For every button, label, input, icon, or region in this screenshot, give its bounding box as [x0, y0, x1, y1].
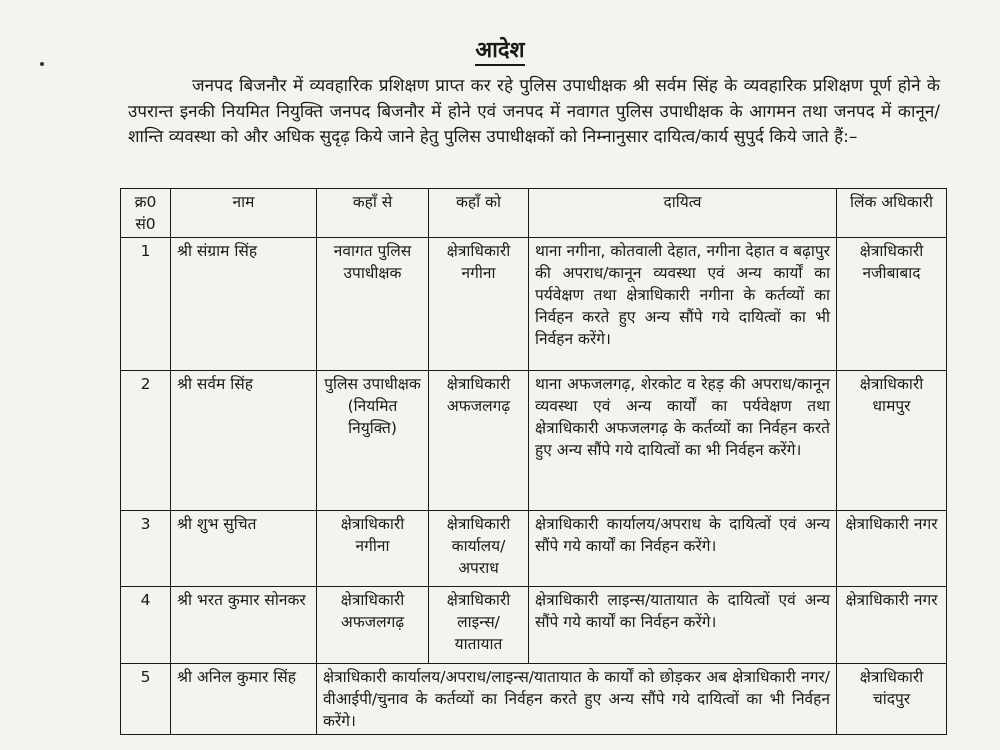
header-serial: क्र0 सं0: [121, 189, 171, 238]
cell-duty: थाना नगीना, कोतवाली देहात, नगीना देहात व बढ़ापुर की अपराध/कानून व्यवस्था एवं अन्य कार्यों का पर्यवेक्षण तथा क्षेत्राधिकारी नगीना के कर्तव्यों का निर्वहन करते हुए अन्य सौंपे गये दायित्वों का भी निर्वहन करेंगे।: [529, 238, 837, 371]
table-row: [121, 371, 947, 511]
cell-name: श्री शुभ सुचित: [171, 511, 317, 587]
cell-from: क्षेत्राधिकारी अफजलगढ़: [317, 587, 429, 664]
cell-to: क्षेत्राधिकारी कार्यालय/ अपराध: [429, 511, 529, 587]
cell-from: क्षेत्राधिकारी नगीना: [317, 511, 429, 587]
cell-link-officer: क्षेत्राधिकारी नगर: [837, 587, 947, 664]
assignment-table: [120, 188, 947, 735]
table-row: [121, 587, 947, 664]
cell-serial: 5: [121, 664, 171, 735]
cell-link-officer: क्षेत्राधिकारी नगर: [837, 511, 947, 587]
table-header-row: [121, 189, 947, 238]
header-link-officer: लिंक अधिकारी: [837, 189, 947, 238]
cell-serial: 3: [121, 511, 171, 587]
cell-from: नवागत पुलिस उपाधीक्षक: [317, 238, 429, 371]
header-from: कहाँ से: [317, 189, 429, 238]
cell-link-officer: क्षेत्राधिकारी धामपुर: [837, 371, 947, 511]
cell-to: क्षेत्राधिकारी अफजलगढ़: [429, 371, 529, 511]
cell-duty: क्षेत्राधिकारी कार्यालय/अपराध के दायित्वों एवं अन्य सौंपे गये कार्यों का निर्वहन करेंगे।: [529, 511, 837, 587]
header-duty: दायित्व: [529, 189, 837, 238]
cell-name: श्री अनिल कुमार सिंह: [171, 664, 317, 735]
cell-from: पुलिस उपाधीक्षक (नियमित नियुक्ति): [317, 371, 429, 511]
cell-serial: 1: [121, 238, 171, 371]
cell-duty: थाना अफजलगढ़, शेरकोट व रेहड़ की अपराध/कानून व्यवस्था एवं अन्य कार्यों का पर्यवेक्षण तथा क्षेत्राधिकारी अफजलगढ़ के कर्तव्यों का निर्वहन करते हुए अन्य सौंपे गये दायित्वों का भी निर्वहन करेंगे।: [529, 371, 837, 511]
cell-serial: 4: [121, 587, 171, 664]
table-row: [121, 238, 947, 371]
header-name: नाम: [171, 189, 317, 238]
cell-name: श्री भरत कुमार सोनकर: [171, 587, 317, 664]
cell-link-officer: क्षेत्राधिकारी चांदपुर: [837, 664, 947, 735]
document-title: आदेश: [0, 34, 1000, 64]
cell-to: क्षेत्राधिकारी नगीना: [429, 238, 529, 371]
cell-merged-duty: क्षेत्राधिकारी कार्यालय/अपराध/लाइन्स/यातायात के कार्यों को छोड़कर अब क्षेत्राधिकारी नगर/वीआईपी/चुनाव के कर्तव्यों का निर्वहन करते हुए अन्य सौंपे गये दायित्वों का भी निर्वहन करेंगे।: [317, 664, 837, 735]
cell-duty: क्षेत्राधिकारी लाइन्स/यातायात के दायित्वों एवं अन्य सौंपे गये कार्यों का निर्वहन करेंगे।: [529, 587, 837, 664]
cell-name: श्री संग्राम सिंह: [171, 238, 317, 371]
table-row: [121, 664, 947, 735]
cell-link-officer: क्षेत्राधिकारी नजीबाबाद: [837, 238, 947, 371]
header-to: कहाँ को: [429, 189, 529, 238]
intro-paragraph: जनपद बिजनौर में व्यवहारिक प्रशिक्षण प्राप्त कर रहे पुलिस उपाधीक्षक श्री सर्वम सिंह के व्यवहारिक प्रशिक्षण पूर्ण होने के उपरान्त इनकी नियमित नियुक्ति जनपद बिजनौर में होने एवं जनपद में नवागत पुलिस उपाधीक्षक के आगमन तथा जनपद में कानून/शान्ति व्यवस्था को और अधिक सुदृढ़ किये जाने हेतु पुलिस उपाधीक्षकों को निम्नानुसार दायित्व/कार्य सुपुर्द किये जाते हैं:–: [128, 76, 940, 147]
cell-to: क्षेत्राधिकारी लाइन्स/ यातायात: [429, 587, 529, 664]
cell-serial: 2: [121, 371, 171, 511]
cell-name: श्री सर्वम सिंह: [171, 371, 317, 511]
table-row: [121, 511, 947, 587]
